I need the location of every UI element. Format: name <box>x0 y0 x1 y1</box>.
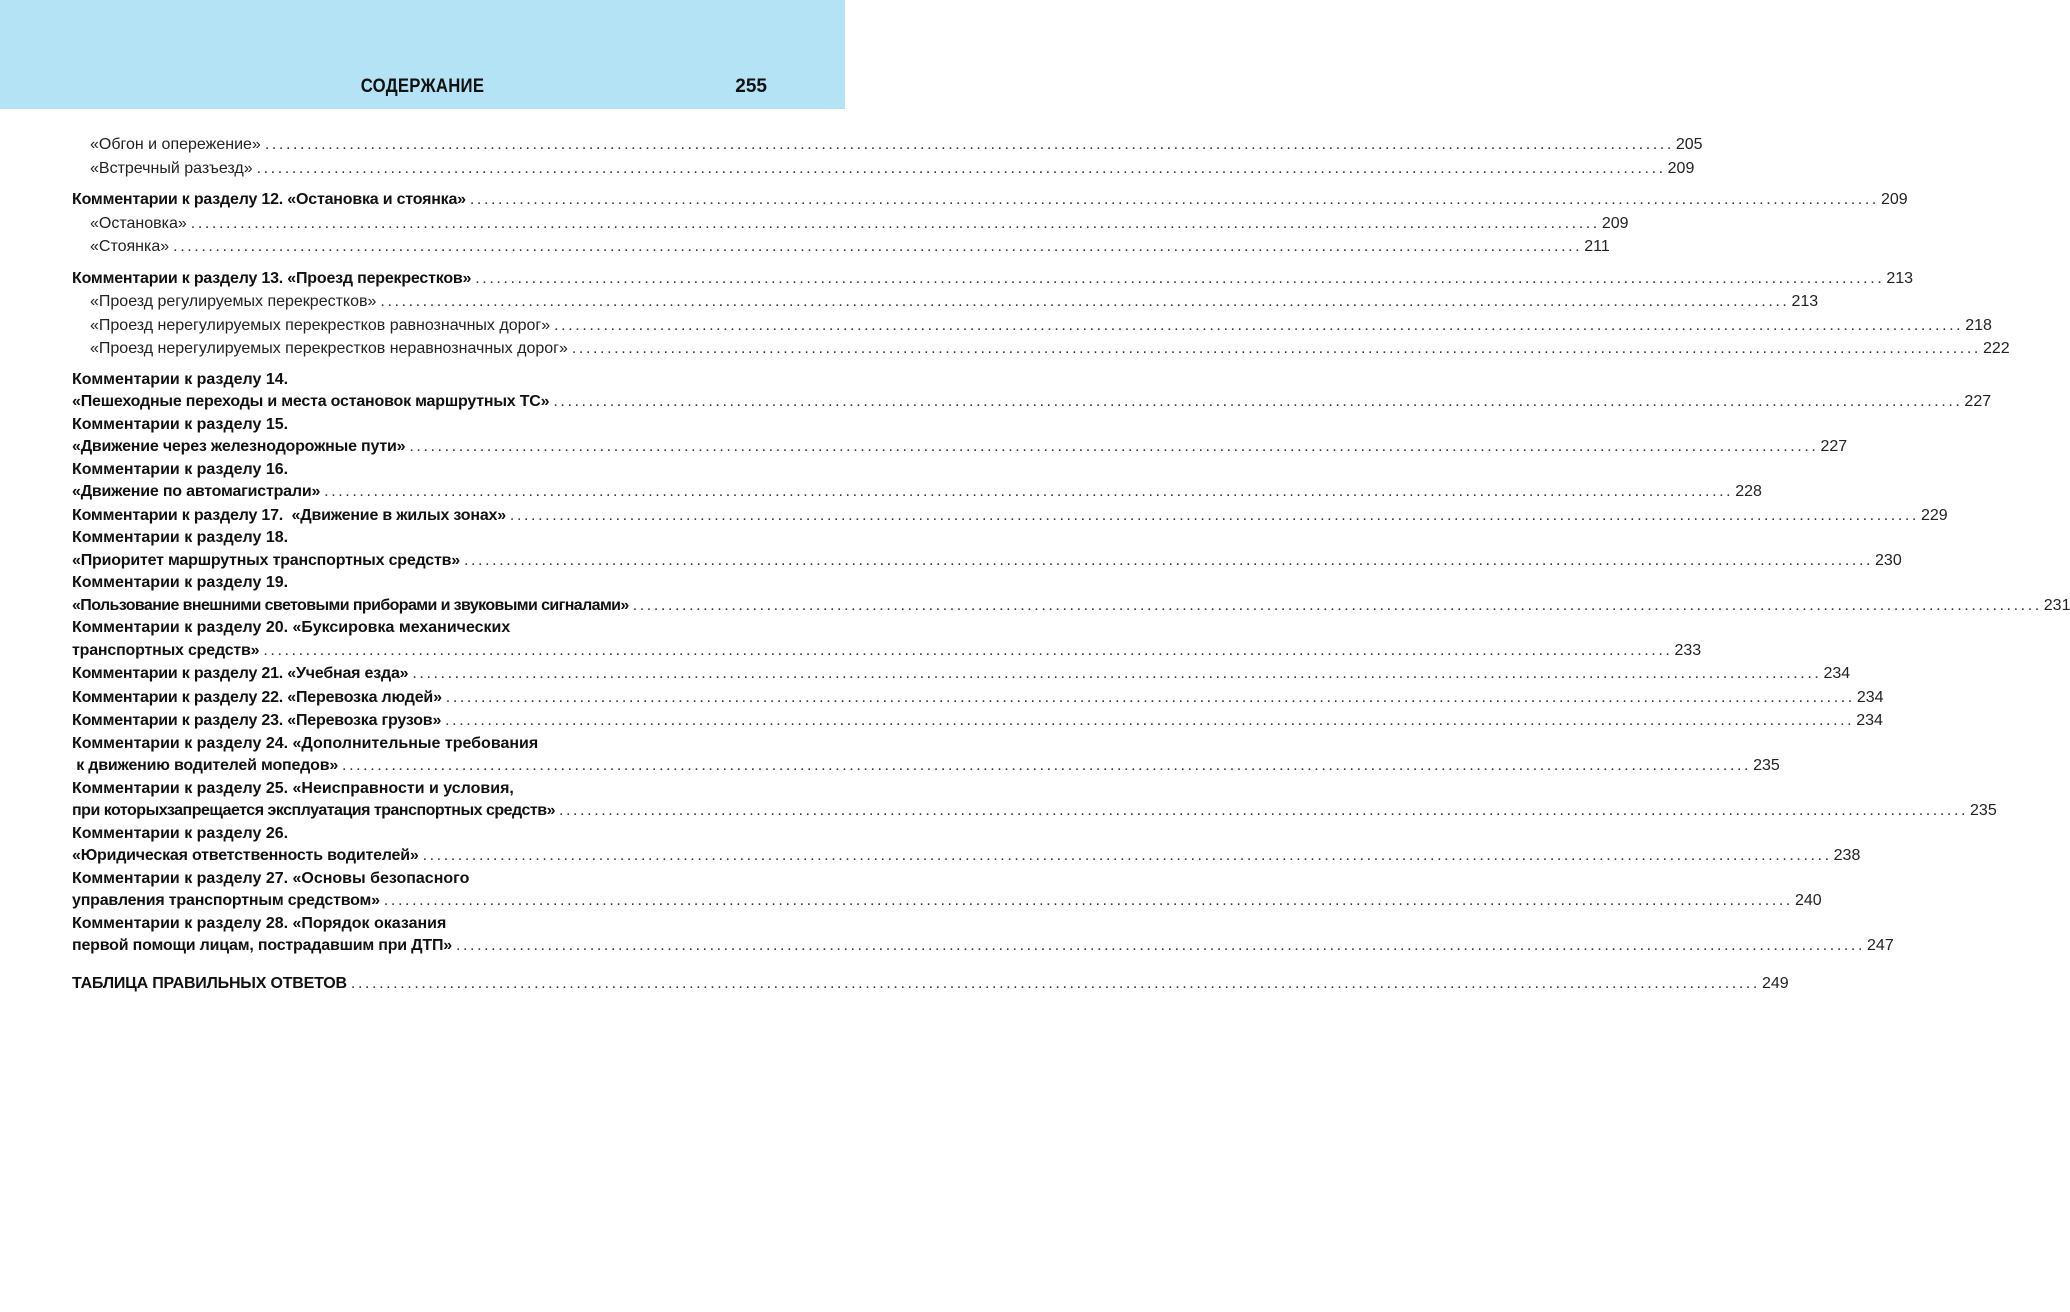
toc-entry-page: 213 <box>1791 293 1819 310</box>
toc-entry-label: «Стоянка» <box>90 238 170 255</box>
leader-dots: ........................................................................................................................................................................................................ <box>190 214 1600 232</box>
toc-entry[interactable] <box>72 435 1848 459</box>
toc-entry[interactable] <box>72 504 1948 528</box>
toc-entry-page: 228 <box>1735 483 1762 500</box>
toc-entry-page: 230 <box>1875 551 1902 569</box>
toc-entry[interactable] <box>72 549 1902 573</box>
toc-entry[interactable] <box>72 844 1861 868</box>
toc-entry-label: к движению водителей мопедов» <box>72 757 339 774</box>
toc-entry-label: «Приоритет маршрутных транспортных средств» <box>72 551 460 569</box>
toc-entry-label: при которыхзапрещается эксплуатация транспортных средств» <box>72 802 555 819</box>
toc-entry-heading: Комментарии к разделу 19. <box>72 574 289 591</box>
leader-dots: ........................................................................................................................................................................................................ <box>350 974 1760 992</box>
toc-entry[interactable] <box>72 337 2010 361</box>
toc-entry[interactable] <box>72 235 1610 259</box>
leader-dots: ........................................................................................................................................................................................................ <box>475 269 1885 287</box>
toc-entry-heading: Комментарии к разделу 24. «Дополнительные требования <box>72 734 539 752</box>
toc-entry-label: управления транспортным средством» <box>72 892 380 909</box>
leader-dots: ........................................................................................................................................................................................................ <box>469 191 1879 208</box>
toc-entry-page: 234 <box>1823 665 1851 682</box>
toc-entry-page: 234 <box>1856 712 1883 729</box>
toc-entry[interactable] <box>72 639 1702 663</box>
toc-entry-page: 238 <box>1833 847 1861 864</box>
leader-dots: ........................................................................................................................................................................................................ <box>553 393 1963 410</box>
toc-entry-page: 229 <box>1920 506 1948 524</box>
toc-entry[interactable] <box>72 133 1703 157</box>
toc-entry-label: «Юридическая ответственность водителей» <box>72 847 419 864</box>
toc-entry-label: «Остановка» <box>90 214 187 232</box>
toc-entry-page: 234 <box>1856 688 1884 706</box>
leader-dots: ........................................................................................................................................................................................................ <box>455 937 1866 954</box>
toc-entry-label: Комментарии к разделу 12. «Остановка и стоянка» <box>72 191 466 208</box>
toc-entry-page: 227 <box>1964 393 1992 410</box>
toc-entry-label: Комментарии к разделу 17. «Движение в жилых зонах» <box>72 506 506 524</box>
toc-entry-label: Комментарии к разделу 13. «Проезд перекрестков» <box>72 269 472 287</box>
toc-entry-page: 218 <box>1965 316 1992 334</box>
toc-entry-page: 247 <box>1867 937 1894 954</box>
toc-entry-page: 209 <box>1880 191 1908 208</box>
toc-entry-page: 249 <box>1761 974 1789 992</box>
toc-entry-label: «Проезд нерегулируемых перекрестков неравнозначных дорог» <box>90 340 568 357</box>
toc-entry-page: 233 <box>1674 641 1702 659</box>
toc-entry-heading: Комментарии к разделу 27. «Основы безопасного <box>72 869 470 887</box>
toc-entry-heading: Комментарии к разделу 26. <box>72 824 289 842</box>
toc-entry-label: «Обгон и опережение» <box>90 136 261 153</box>
page-number: 255 <box>735 76 767 97</box>
toc-entry-heading: Комментарии к разделу 14. <box>72 370 289 388</box>
toc-entry[interactable] <box>72 686 1884 710</box>
toc-entry[interactable] <box>72 267 1914 291</box>
toc-entry[interactable] <box>72 157 1695 181</box>
toc-entry[interactable] <box>72 290 1819 314</box>
table-of-contents <box>72 133 2070 995</box>
toc-entry-label: первой помощи лицам, пострадавшим при ДТП» <box>72 937 452 954</box>
toc-entry[interactable] <box>72 662 1851 686</box>
leader-dots: ........................................................................................................................................................................................................ <box>383 892 1793 909</box>
leader-dots: ........................................................................................................................................................................................................ <box>554 316 1964 334</box>
toc-entry-label: транспортных средств» <box>72 641 260 659</box>
toc-entry-label: ТАБЛИЦА ПРАВИЛЬНЫХ ОТВЕТОВ <box>72 974 347 992</box>
leader-dots: ........................................................................................................................................................................................................ <box>632 596 2042 614</box>
toc-entry-label: «Проезд регулируемых перекрестков» <box>90 293 377 310</box>
toc-entry-page: 209 <box>1601 214 1629 232</box>
toc-entry-page: 235 <box>1753 757 1780 774</box>
leader-dots: ........................................................................................................................................................................................................ <box>571 340 1981 357</box>
toc-entry-heading: Комментарии к разделу 20. «Буксировка механических <box>72 619 511 636</box>
toc-entry-label: «Встречный разъезд» <box>90 159 253 177</box>
leader-dots: ........................................................................................................................................................................................................ <box>173 238 1583 255</box>
leader-dots: ........................................................................................................................................................................................................ <box>412 665 1822 682</box>
toc-entry-page: 222 <box>1982 340 2010 357</box>
toc-entry-label: Комментарии к разделу 22. «Перевозка людей» <box>72 688 442 706</box>
toc-entry-label: «Проезд нерегулируемых перекрестков равнозначных дорог» <box>90 316 551 334</box>
toc-entry-label: «Движение по автомагистрали» <box>72 483 321 500</box>
toc-entry-page: 227 <box>1820 438 1848 455</box>
toc-entry-label: «Пешеходные переходы и места остановок маршрутных ТС» <box>72 393 550 410</box>
toc-entry[interactable] <box>72 799 1997 823</box>
toc-entry[interactable] <box>72 934 1894 958</box>
toc-entry-label: «Пользование внешними световыми приборами и звуковыми сигналами» <box>72 596 629 614</box>
leader-dots: ........................................................................................................................................................................................................ <box>263 641 1673 659</box>
toc-entry[interactable] <box>72 212 1629 236</box>
leader-dots: ........................................................................................................................................................................................................ <box>463 551 1874 569</box>
leader-dots: ........................................................................................................................................................................................................ <box>409 438 1819 455</box>
toc-entry-label: Комментарии к разделу 21. «Учебная езда» <box>72 665 409 682</box>
toc-entry[interactable] <box>72 188 1908 212</box>
toc-entry[interactable] <box>72 889 1822 913</box>
leader-dots: ........................................................................................................................................................................................................ <box>256 159 1666 177</box>
toc-entry-heading: Комментарии к разделу 25. «Неисправности и условия, <box>72 779 514 797</box>
leader-dots: ........................................................................................................................................................................................................ <box>509 506 1919 524</box>
toc-entry[interactable] <box>72 314 1992 338</box>
toc-entry-label: «Движение через железнодорожные пути» <box>72 438 406 455</box>
toc-entry[interactable] <box>72 972 1789 996</box>
toc-entry-page: 209 <box>1667 159 1695 177</box>
toc-entry-page: 211 <box>1584 238 1610 255</box>
leader-dots: ........................................................................................................................................................................................................ <box>445 712 1855 729</box>
toc-entry-heading: Комментарии к разделу 16. <box>72 460 289 478</box>
leader-dots: ........................................................................................................................................................................................................ <box>558 802 1969 819</box>
page-title: СОДЕРЖАНИЕ <box>360 76 485 97</box>
toc-entry-heading: Комментарии к разделу 28. «Порядок оказания <box>72 914 447 932</box>
leader-dots: ........................................................................................................................................................................................................ <box>324 483 1734 500</box>
toc-entry[interactable] <box>72 390 1992 414</box>
leader-dots: ........................................................................................................................................................................................................ <box>445 688 1855 706</box>
leader-dots: ........................................................................................................................................................................................................ <box>264 136 1674 153</box>
toc-entry-page: 213 <box>1886 269 1914 287</box>
page-header <box>0 0 845 109</box>
toc-entry-page: 240 <box>1794 892 1822 909</box>
leader-dots: ........................................................................................................................................................................................................ <box>342 757 1752 774</box>
toc-entry[interactable] <box>72 709 1883 733</box>
toc-entry[interactable] <box>72 480 1762 504</box>
toc-entry-page: 235 <box>1970 802 1997 819</box>
toc-entry-heading: Комментарии к разделу 15. <box>72 415 289 433</box>
leader-dots: ........................................................................................................................................................................................................ <box>422 847 1832 864</box>
toc-entry[interactable] <box>72 754 1780 778</box>
leader-dots: ........................................................................................................................................................................................................ <box>380 293 1790 310</box>
toc-entry-heading: Комментарии к разделу 18. <box>72 529 289 546</box>
toc-entry-page: 205 <box>1675 136 1703 153</box>
toc-entry-label: Комментарии к разделу 23. «Перевозка грузов» <box>72 712 442 729</box>
toc-entry-page: 231 <box>2043 596 2070 614</box>
toc-entry[interactable] <box>72 594 2070 618</box>
